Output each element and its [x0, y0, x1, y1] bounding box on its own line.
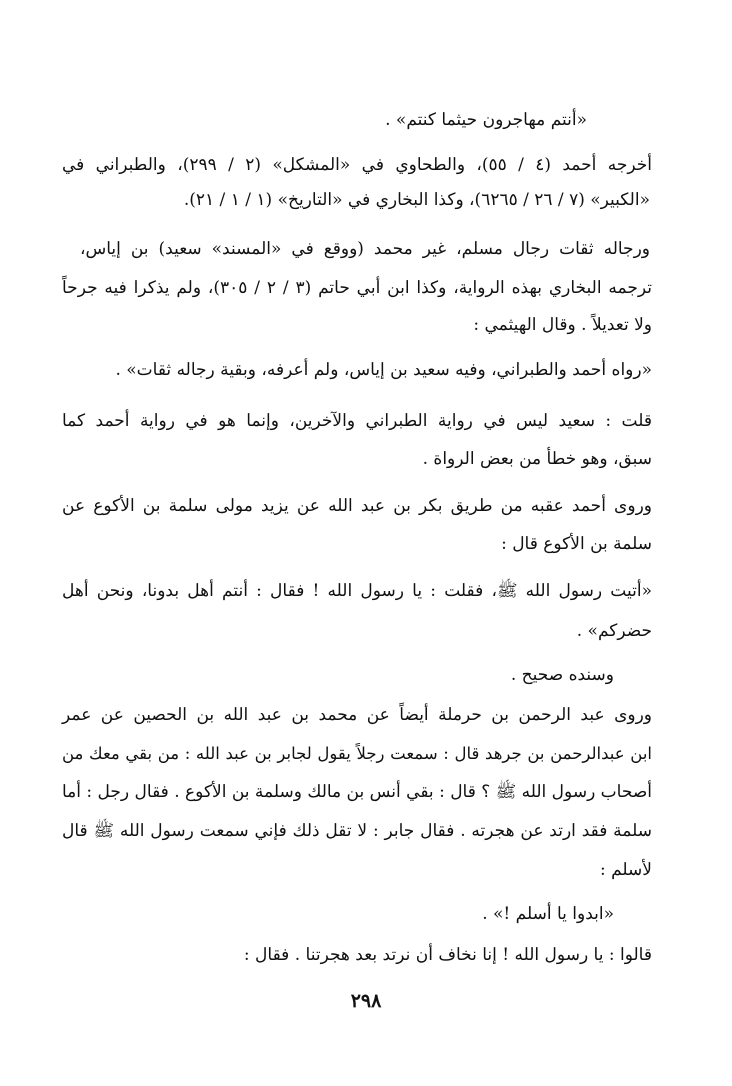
text-line-8: قلت : سعيد ليس في رواية الطبراني والآخرين، وإنما هو في رواية أحمد كما: [62, 411, 652, 431]
text-line-18: سلمة فقد ارتد عن هجرته . فقال جابر : لا تقل ذلك فإني سمعت رسول الله ﷺ قال: [62, 821, 652, 841]
text-line-5: ترجمه البخاري بهذه الرواية، وكذا ابن أبي حاتم (٣ / ٢ / ٣٠٥)، ولم يذكرا فيه جرحاً: [62, 278, 652, 298]
text-line-9: سبق، وهو خطأ من بعض الرواة .: [422, 449, 652, 469]
text-line-21: قالوا : يا رسول الله ! إنا نخاف أن نرتد بعد هجرتنا . فقال :: [243, 945, 652, 965]
text-line-4: ورجاله ثقات رجال مسلم، غير محمد (ووقع في «المسند» سعيد) بن إياس،: [80, 239, 650, 259]
text-line-20: «ابدوا يا أسلم !» .: [482, 904, 614, 924]
page-number: ٢٩٨: [350, 990, 382, 1012]
text-line-10: وروى أحمد عقبه من طريق بكر بن عبد الله عن يزيد مولى سلمة بن الأكوع عن: [62, 496, 652, 516]
text-line-11: سلمة بن الأكوع قال :: [501, 534, 652, 554]
text-line-14: وسنده صحيح .: [510, 665, 614, 685]
text-line-6: ولا تعديلاً . وقال الهيثمي :: [473, 315, 652, 335]
text-line-16: ابن عبدالرحمن بن جرهد قال : سمعت رجلاً يقول لجابر بن عبد الله : من بقي معك من: [62, 744, 652, 763]
text-line-17: أصحاب رسول الله ﷺ ؟ قال : بقي أنس بن مالك وسلمة بن الأكوع . فقال رجل : أما: [62, 782, 652, 802]
text-line-12: «أتيت رسول الله ﷺ، فقلت : يا رسول الله ! فقال : أنتم أهل بدونا، ونحن أهل: [62, 581, 652, 601]
text-line-7: «رواه أحمد والطبراني، وفيه سعيد بن إياس، ولم أعرفه، وبقية رجاله ثقات» .: [115, 360, 652, 380]
text-line-13: حضركم» .: [576, 621, 652, 641]
text-line-2: أخرجه أحمد (٤ / ٥٥)، والطحاوي في «المشكل» (٢ / ٢٩٩)، والطبراني في: [62, 155, 652, 175]
text-line-1: «أنتم مهاجرون حيثما كنتم» .: [385, 110, 587, 130]
text-line-3: «الكبير» (٧ / ٢٦ / ٦٢٦٥)، وكذا البخاري في «التاريخ» (١ / ١ / ٢١).: [183, 190, 650, 210]
text-line-15: وروى عبد الرحمن بن حرملة أيضاً عن محمد بن عبد الله بن الحصين عن عمر: [62, 705, 652, 725]
text-line-19: لأسلم :: [599, 860, 652, 880]
